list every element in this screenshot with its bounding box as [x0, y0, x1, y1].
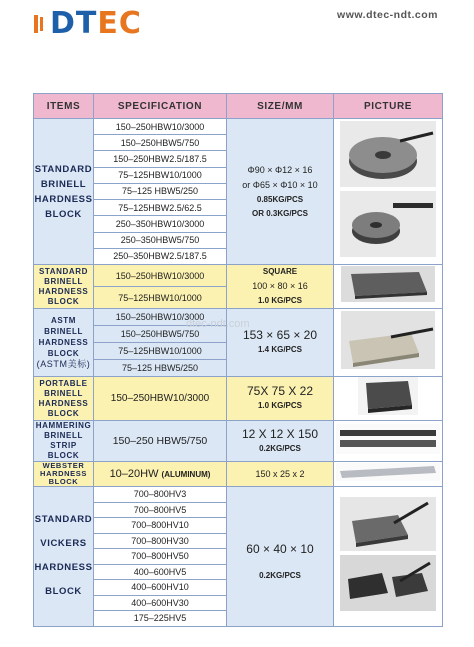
table-row: [34, 265, 443, 287]
vickers-block-image: [338, 495, 438, 613]
spec-cell: 400–600HV10: [94, 580, 227, 596]
item-standard-brinell-square: STANDARD BRINELL HARDNESS BLOCK: [34, 265, 94, 309]
spec-cell: 150–250HBW10/3000: [94, 309, 227, 326]
column-header-size: SIZE/MM: [227, 94, 334, 119]
spec-cell: 700–800HV5: [94, 502, 227, 518]
webster-plate-image: [336, 463, 440, 481]
column-header-items: ITEMS: [34, 94, 94, 119]
table-header-row: [34, 94, 443, 119]
spec-cell: 150–250HBW5/750: [94, 135, 227, 151]
logo-text: DTEC: [50, 6, 142, 41]
watermark: dtec-ndt.com: [186, 318, 250, 330]
table-row: [34, 421, 443, 462]
product-table: [33, 93, 443, 627]
item-astm-brinell: ASTM BRINELL HARDNESS BLOCK (ASTM美标): [34, 309, 94, 377]
picture-astm-brinell: [334, 309, 443, 377]
picture-brinell-square: [334, 265, 443, 309]
spec-cell: 175–225HV5: [94, 611, 227, 627]
item-portable-brinell: PORTABLE BRINELL HARDNESS BLOCK: [34, 377, 94, 421]
brinell-disc-image: [338, 119, 438, 259]
table-row: [34, 377, 443, 421]
spec-cell: 75–125HBW10/1000: [94, 167, 227, 183]
spec-cell: 75–125 HBW5/250: [94, 360, 227, 377]
size-portable-brinell: 75X 75 X 22 1.0 KG/PCS: [227, 377, 334, 421]
spec-cell: 700–800HV50: [94, 549, 227, 565]
spec-cell: 150–250HBW10/3000: [94, 377, 227, 421]
table-row: [34, 119, 443, 135]
spec-cell: 75–125HBW10/1000: [94, 287, 227, 309]
picture-webster-hardness: [334, 462, 443, 487]
size-standard-vickers: 60 × 40 × 10 0.2KG/PCS: [227, 487, 334, 627]
spec-cell: 75–125HBW10/1000: [94, 343, 227, 360]
spec-cell: 250–350HBW5/750: [94, 232, 227, 248]
column-header-specification: SPECIFICATION: [94, 94, 227, 119]
spec-cell: 150–250HBW10/3000: [94, 119, 227, 135]
item-hammering-strip: HAMMERING BRINELL STRIP BLOCK: [34, 421, 94, 462]
portable-block-image: [358, 377, 418, 415]
item-standard-brinell: STANDARD BRINELL HARDNESS BLOCK: [34, 119, 94, 265]
item-webster-hardness: WEBSTER HARDNESS BLOCK: [34, 462, 94, 487]
square-block-image: [341, 266, 435, 302]
size-webster-hardness: 150 x 25 x 2: [227, 462, 334, 487]
spec-cell: 250–350HBW10/3000: [94, 216, 227, 232]
spec-cell: 700–800HV10: [94, 518, 227, 534]
spec-cell: 250–350HBW2.5/187.5: [94, 248, 227, 264]
picture-standard-vickers: [334, 487, 443, 627]
website-url[interactable]: www.dtec-ndt.com: [337, 9, 438, 21]
picture-standard-brinell: [334, 119, 443, 265]
spec-cell: 700–800HV30: [94, 533, 227, 549]
spec-cell: 400–600HV30: [94, 595, 227, 611]
spec-cell: 150–250 HBW5/750: [94, 421, 227, 462]
size-standard-brinell: Φ90 × Φ12 × 16 or Φ65 × Φ10 × 10 0.85KG/PCS OR 0.3KG/PCS: [227, 119, 334, 265]
astm-block-image: [341, 311, 435, 369]
spec-cell: 400–600HV5: [94, 564, 227, 580]
spec-cell: 150–250HBW5/750: [94, 326, 227, 343]
item-standard-vickers: STANDARD VICKERS HARDNESS BLOCK: [34, 487, 94, 627]
picture-portable-brinell: [334, 377, 443, 421]
table-row: [34, 462, 443, 487]
table-row: [34, 487, 443, 503]
picture-hammering-strip: [334, 421, 443, 462]
spec-cell: 10–20HW (ALUMINUM): [94, 462, 227, 487]
spec-cell: 150–250HBW2.5/187.5: [94, 151, 227, 167]
size-astm-brinell: 153 × 65 × 20 1.4 KG/PCS: [227, 309, 334, 377]
column-header-picture: PICTURE: [334, 94, 443, 119]
strip-block-image: [336, 424, 440, 454]
logo-mark-icon: [34, 13, 48, 35]
dtec-logo[interactable]: [34, 7, 142, 41]
spec-cell: 700–800HV3: [94, 487, 227, 503]
spec-cell: 150–250HBW10/3000: [94, 265, 227, 287]
spec-cell: 75–125HBW2.5/62.5: [94, 200, 227, 216]
spec-cell: 75–125 HBW5/250: [94, 183, 227, 199]
size-hammering-strip: 12 X 12 X 150 0.2KG/PCS: [227, 421, 334, 462]
page-header: [0, 0, 474, 58]
size-standard-brinell-square: SQUARE 100 × 80 × 16 1.0 KG/PCS: [227, 265, 334, 309]
